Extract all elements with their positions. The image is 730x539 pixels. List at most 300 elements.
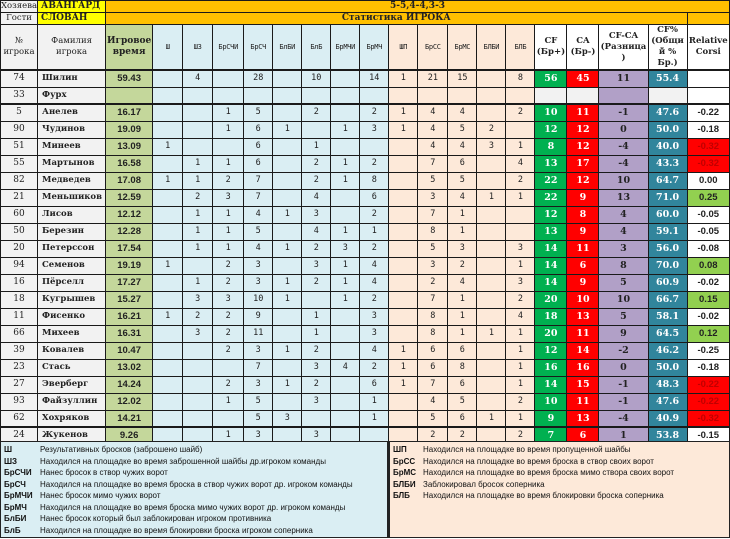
- stat-cell: 1: [389, 342, 418, 359]
- stat-cell: 1: [506, 325, 535, 342]
- player-number: 62: [1, 410, 38, 427]
- stat-cell: 7: [418, 291, 448, 308]
- stat-cell: 6: [448, 155, 477, 172]
- player-number: 11: [1, 308, 38, 325]
- stat-cell: 4: [331, 359, 360, 376]
- stat-cell: [273, 189, 302, 206]
- stat-cell: [213, 70, 244, 87]
- ice-time: 17.54: [106, 240, 153, 257]
- stat-cell: 6: [448, 376, 477, 393]
- stat-cell: 2: [448, 257, 477, 274]
- table-row: [1, 308, 730, 325]
- stat-cell: 1: [331, 155, 360, 172]
- stat-cell: [153, 274, 183, 291]
- relative-corsi: -0.05: [687, 206, 729, 223]
- player-name: Медведев: [38, 172, 106, 189]
- col-header-number: № игрока: [1, 25, 38, 71]
- ice-time: 12.59: [106, 189, 153, 206]
- section-title: Статистика ИГРОКА: [106, 13, 687, 25]
- relative-corsi: 0.00: [687, 172, 729, 189]
- cf-value: 7: [535, 427, 567, 444]
- stat-cell: 1: [360, 410, 389, 427]
- legend-text: Нанес бросок в створ чужих ворот: [40, 468, 168, 477]
- relative-corsi: -0.25: [687, 342, 729, 359]
- stat-cell: 1: [448, 308, 477, 325]
- stat-cell: 3: [183, 325, 213, 342]
- ice-time: 19.09: [106, 121, 153, 138]
- relative-corsi: [687, 70, 729, 87]
- stat-cell: 4: [448, 104, 477, 121]
- stat-cell: 3: [360, 325, 389, 342]
- stat-cell: 4: [183, 70, 213, 87]
- stat-cell: 4: [506, 155, 535, 172]
- stat-cell: 1: [183, 223, 213, 240]
- stat-cell: 4: [244, 240, 273, 257]
- stat-cell: 1: [273, 240, 302, 257]
- cf-value: 9: [535, 410, 567, 427]
- stat-cell: 4: [418, 138, 448, 155]
- legend-abbr: БрМЧ: [4, 502, 27, 512]
- stat-cell: [153, 206, 183, 223]
- stat-cell: 2: [477, 121, 506, 138]
- stat-cell: 6: [244, 155, 273, 172]
- stat-cell: 7: [244, 189, 273, 206]
- cf-value: 13: [535, 155, 567, 172]
- relative-corsi: 0.12: [687, 325, 729, 342]
- stat-cell: [389, 291, 418, 308]
- relative-corsi: -0.22: [687, 104, 729, 121]
- stat-cell: 1: [213, 393, 244, 410]
- stat-cell: [389, 410, 418, 427]
- stat-cell: 1: [506, 376, 535, 393]
- table-row: [1, 410, 730, 427]
- stat-cell: 2: [213, 257, 244, 274]
- player-number: 94: [1, 257, 38, 274]
- stat-cell: 1: [331, 274, 360, 291]
- cf-percent: 64.5: [648, 325, 687, 342]
- stat-cell: 3: [506, 274, 535, 291]
- cf-percent: 60.0: [648, 206, 687, 223]
- stat-cell: [331, 342, 360, 359]
- table-row: [1, 376, 730, 393]
- cf-ca-diff: -4: [599, 155, 648, 172]
- stat-cell: [389, 240, 418, 257]
- stat-cell: 1: [302, 308, 331, 325]
- stat-cell: [331, 410, 360, 427]
- stat-cell: [153, 410, 183, 427]
- stat-cell: 2: [213, 376, 244, 393]
- player-name: Петерссон: [38, 240, 106, 257]
- legend-abbr: БлБ: [4, 525, 21, 535]
- stat-cell: [331, 138, 360, 155]
- stat-cell: [331, 189, 360, 206]
- stat-cell: 1: [331, 223, 360, 240]
- ca-value: 6: [567, 257, 599, 274]
- cf-percent: 56.0: [648, 240, 687, 257]
- stat-cell: [183, 376, 213, 393]
- stat-cell: [183, 138, 213, 155]
- stat-cell: [183, 121, 213, 138]
- ca-value: 45: [567, 70, 599, 87]
- table-row: [1, 359, 730, 376]
- ca-value: 12: [567, 172, 599, 189]
- stat-cell: 2: [506, 393, 535, 410]
- stat-cell: 3: [213, 189, 244, 206]
- col-header-ca: CA (Бр-): [567, 25, 599, 71]
- stat-cell: 7: [244, 172, 273, 189]
- relative-corsi: -0.02: [687, 308, 729, 325]
- col-header-cf-percent: CF% (Общий % Бр.): [648, 25, 687, 71]
- stat-cell: 3: [477, 138, 506, 155]
- stat-cell: 4: [448, 138, 477, 155]
- stat-cell: 4: [360, 257, 389, 274]
- cf-percent: 58.1: [648, 308, 687, 325]
- cf-percent: [648, 87, 687, 104]
- stat-cell: 2: [302, 342, 331, 359]
- stat-cell: [506, 87, 535, 104]
- legend-text: Находился на площадке во время броска в створ чужих ворот др. игроком команды: [40, 479, 353, 489]
- cf-ca-diff: 10: [599, 291, 648, 308]
- stat-cell: 5: [418, 240, 448, 257]
- legend-abbr: Ш: [4, 445, 13, 454]
- legend-item: [4, 479, 384, 491]
- stat-cell: [273, 70, 302, 87]
- player-name: Пёрселл: [38, 274, 106, 291]
- stat-cell: [273, 257, 302, 274]
- cf-ca-diff: -1: [599, 376, 648, 393]
- stat-cell: 1: [183, 155, 213, 172]
- stat-cell: 2: [302, 104, 331, 121]
- stat-cell: 3: [360, 121, 389, 138]
- stat-cell: 4: [302, 223, 331, 240]
- stat-cell: 2: [302, 274, 331, 291]
- stat-cell: [153, 223, 183, 240]
- stat-cell: [273, 359, 302, 376]
- relative-corsi: -0.32: [687, 138, 729, 155]
- cf-percent: 53.8: [648, 427, 687, 444]
- player-number: 39: [1, 342, 38, 359]
- stat-cell: 1: [389, 359, 418, 376]
- stat-cell: 5: [448, 121, 477, 138]
- player-name: Мартынов: [38, 155, 106, 172]
- stat-cell: [477, 206, 506, 223]
- ice-time: 10.47: [106, 342, 153, 359]
- legend-defense: [388, 441, 730, 538]
- player-name: Жукенов: [38, 427, 106, 444]
- cf-value: 20: [535, 291, 567, 308]
- player-name: Михеев: [38, 325, 106, 342]
- stat-cell: 1: [183, 172, 213, 189]
- stat-cell: 2: [213, 172, 244, 189]
- player-name: Семенов: [38, 257, 106, 274]
- stat-cell: [302, 291, 331, 308]
- stat-cell: 1: [183, 240, 213, 257]
- col-header-cf: CF (Бр+): [535, 25, 567, 71]
- stat-cell: [418, 87, 448, 104]
- stat-cell: 1: [213, 104, 244, 121]
- ice-time: 12.28: [106, 223, 153, 240]
- cf-percent: 40.0: [648, 138, 687, 155]
- stat-cell: 4: [448, 189, 477, 206]
- stat-cell: [331, 393, 360, 410]
- stat-cell: [389, 393, 418, 410]
- cf-ca-diff: -1: [599, 104, 648, 121]
- player-name: Фисенко: [38, 308, 106, 325]
- legend-item: [4, 490, 384, 502]
- stat-cell: [389, 206, 418, 223]
- stat-cell: 5: [418, 410, 448, 427]
- stat-cell: 7: [418, 376, 448, 393]
- stat-cell: [331, 70, 360, 87]
- cf-percent: 59.1: [648, 223, 687, 240]
- player-number: 93: [1, 393, 38, 410]
- ca-value: 15: [567, 376, 599, 393]
- stat-cell: 2: [506, 291, 535, 308]
- stat-cell: 1: [506, 359, 535, 376]
- cf-value: 10: [535, 393, 567, 410]
- stat-cell: 4: [302, 189, 331, 206]
- player-number: 74: [1, 70, 38, 87]
- cf-percent: 47.6: [648, 104, 687, 121]
- cf-ca-diff: 10: [599, 172, 648, 189]
- stat-cell: [153, 325, 183, 342]
- stat-cell: 1: [360, 393, 389, 410]
- stat-cell: [389, 308, 418, 325]
- stat-cell: [506, 206, 535, 223]
- ca-value: 13: [567, 308, 599, 325]
- legend-abbr: БрМС: [393, 468, 417, 477]
- stat-cell: 1: [389, 376, 418, 393]
- stat-cell: 2: [302, 172, 331, 189]
- section-title-end: [687, 13, 729, 25]
- player-number: 20: [1, 240, 38, 257]
- cf-value: 18: [535, 308, 567, 325]
- relative-corsi: -0.18: [687, 359, 729, 376]
- stat-cell: 4: [360, 342, 389, 359]
- stat-cell: 5: [244, 393, 273, 410]
- stat-cell: [153, 240, 183, 257]
- cf-value: 14: [535, 257, 567, 274]
- legend-item: [4, 467, 384, 479]
- stat-cell: 1: [153, 138, 183, 155]
- stat-cell: 1: [153, 257, 183, 274]
- stat-cell: [213, 359, 244, 376]
- stat-cell: 8: [360, 172, 389, 189]
- player-number: 5: [1, 104, 38, 121]
- player-name: Кугрышев: [38, 291, 106, 308]
- stat-cell: 1: [331, 172, 360, 189]
- legend-item: [393, 479, 726, 491]
- stat-cell: [153, 342, 183, 359]
- relative-corsi: 0.15: [687, 291, 729, 308]
- player-number: 23: [1, 359, 38, 376]
- col-header-stat: БрСЧИ: [213, 25, 244, 71]
- cf-ca-diff: 5: [599, 308, 648, 325]
- stat-cell: 3: [244, 376, 273, 393]
- player-name: Березин: [38, 223, 106, 240]
- stat-cell: 3: [213, 291, 244, 308]
- relative-corsi: -0.08: [687, 240, 729, 257]
- player-number: 55: [1, 155, 38, 172]
- ice-time: 12.12: [106, 206, 153, 223]
- cf-ca-diff: 13: [599, 189, 648, 206]
- stat-cell: 2: [418, 427, 448, 444]
- stat-cell: 1: [273, 274, 302, 291]
- ice-time: 15.27: [106, 291, 153, 308]
- cf-value: 20: [535, 325, 567, 342]
- col-header-name: Фамилия игрока: [38, 25, 106, 71]
- ca-value: 11: [567, 104, 599, 121]
- stat-cell: 2: [213, 325, 244, 342]
- stat-cell: 1: [506, 342, 535, 359]
- stat-cell: 10: [302, 70, 331, 87]
- cf-ca-diff: 11: [599, 70, 648, 87]
- stat-cell: 7: [418, 206, 448, 223]
- stat-cell: [273, 104, 302, 121]
- stat-cell: [153, 70, 183, 87]
- stat-cell: 4: [418, 393, 448, 410]
- col-header-stat: БрМС: [448, 25, 477, 71]
- stat-cell: 2: [360, 206, 389, 223]
- stat-cell: 1: [506, 410, 535, 427]
- player-number: 16: [1, 274, 38, 291]
- stat-cell: [331, 308, 360, 325]
- stat-cell: [183, 410, 213, 427]
- stat-cell: 2: [183, 308, 213, 325]
- cf-value: 14: [535, 274, 567, 291]
- ice-time: 59.43: [106, 70, 153, 87]
- ice-time: 14.24: [106, 376, 153, 393]
- ice-time: 13.02: [106, 359, 153, 376]
- ice-time: 17.08: [106, 172, 153, 189]
- table-row: [1, 325, 730, 342]
- ca-value: 13: [567, 410, 599, 427]
- stat-cell: [153, 121, 183, 138]
- cf-value: 22: [535, 172, 567, 189]
- stat-cell: [302, 410, 331, 427]
- stat-cell: 4: [244, 206, 273, 223]
- home-team: АВАНГАРД: [38, 1, 106, 13]
- stat-cell: 8: [418, 223, 448, 240]
- stat-cell: 5: [244, 223, 273, 240]
- stat-cell: [213, 410, 244, 427]
- stat-cell: 6: [360, 376, 389, 393]
- stat-cell: 1: [213, 206, 244, 223]
- relative-corsi: -0.32: [687, 410, 729, 427]
- stat-cell: 4: [506, 308, 535, 325]
- stat-cell: [153, 393, 183, 410]
- ice-time: 16.21: [106, 308, 153, 325]
- col-header-stat: ШП: [389, 25, 418, 71]
- stat-cell: 1: [273, 121, 302, 138]
- stat-cell: [477, 359, 506, 376]
- stat-cell: 1: [273, 376, 302, 393]
- col-header-stat: ШЗ: [183, 25, 213, 71]
- stat-cell: 1: [273, 291, 302, 308]
- stat-cell: 8: [448, 359, 477, 376]
- player-number: 50: [1, 223, 38, 240]
- cf-percent: 64.7: [648, 172, 687, 189]
- player-number: 24: [1, 427, 38, 444]
- stat-cell: 7: [244, 359, 273, 376]
- stat-cell: 3: [302, 206, 331, 223]
- stat-cell: 11: [244, 325, 273, 342]
- ca-value: 12: [567, 121, 599, 138]
- stat-cell: 6: [360, 189, 389, 206]
- stat-cell: 9: [244, 308, 273, 325]
- stat-cell: [477, 70, 506, 87]
- player-number: 51: [1, 138, 38, 155]
- cf-percent: 46.2: [648, 342, 687, 359]
- player-number: 82: [1, 172, 38, 189]
- stat-cell: 1: [183, 206, 213, 223]
- stat-cell: [273, 393, 302, 410]
- legend-item: [393, 467, 726, 479]
- relative-corsi: -0.22: [687, 393, 729, 410]
- cf-ca-diff: 4: [599, 223, 648, 240]
- relative-corsi: -0.15: [687, 427, 729, 444]
- table-row: [1, 121, 730, 138]
- player-number: 33: [1, 87, 38, 104]
- ice-time: 16.58: [106, 155, 153, 172]
- legend-text: Находился на площадке во время броска мимо чужих ворот др. игроком команды: [40, 502, 346, 512]
- ca-value: 10: [567, 291, 599, 308]
- legend-text: Находился на площадке во время броска в створ своих ворот: [423, 456, 654, 466]
- table-row: [1, 206, 730, 223]
- cf-value: [535, 87, 567, 104]
- legend-abbr: БлБИ: [4, 514, 27, 523]
- cf-ca-diff: 3: [599, 240, 648, 257]
- stat-cell: 1: [213, 240, 244, 257]
- stat-cell: 3: [302, 427, 331, 444]
- cf-value: 22: [535, 189, 567, 206]
- stat-cell: [477, 342, 506, 359]
- legend-abbr: БрМЧИ: [4, 491, 33, 500]
- stat-cell: [389, 138, 418, 155]
- player-name: Эверберг: [38, 376, 106, 393]
- ice-time: 14.21: [106, 410, 153, 427]
- stat-cell: 1: [506, 257, 535, 274]
- table-row: [1, 342, 730, 359]
- stat-cell: 3: [506, 240, 535, 257]
- stat-cell: [331, 376, 360, 393]
- table-row: [1, 70, 730, 87]
- table-row: [1, 291, 730, 308]
- stat-cell: 3: [302, 257, 331, 274]
- stat-cell: 1: [302, 325, 331, 342]
- ca-value: 11: [567, 393, 599, 410]
- player-number: 90: [1, 121, 38, 138]
- table-row: [1, 240, 730, 257]
- stat-cell: 3: [183, 291, 213, 308]
- cf-percent: 50.0: [648, 359, 687, 376]
- stat-cell: [360, 138, 389, 155]
- stat-cell: [183, 87, 213, 104]
- score-format: 5-5,4-4,3-3: [106, 1, 730, 13]
- stat-cell: 5: [448, 393, 477, 410]
- stat-cell: 1: [183, 274, 213, 291]
- stat-cell: [153, 155, 183, 172]
- relative-corsi: -0.18: [687, 121, 729, 138]
- stat-cell: [477, 172, 506, 189]
- stat-cell: [477, 308, 506, 325]
- stat-cell: 3: [331, 240, 360, 257]
- cf-value: 16: [535, 359, 567, 376]
- stat-cell: 1: [273, 206, 302, 223]
- stat-cell: [331, 325, 360, 342]
- legend-abbr: ШП: [393, 445, 407, 454]
- cf-percent: 55.4: [648, 70, 687, 87]
